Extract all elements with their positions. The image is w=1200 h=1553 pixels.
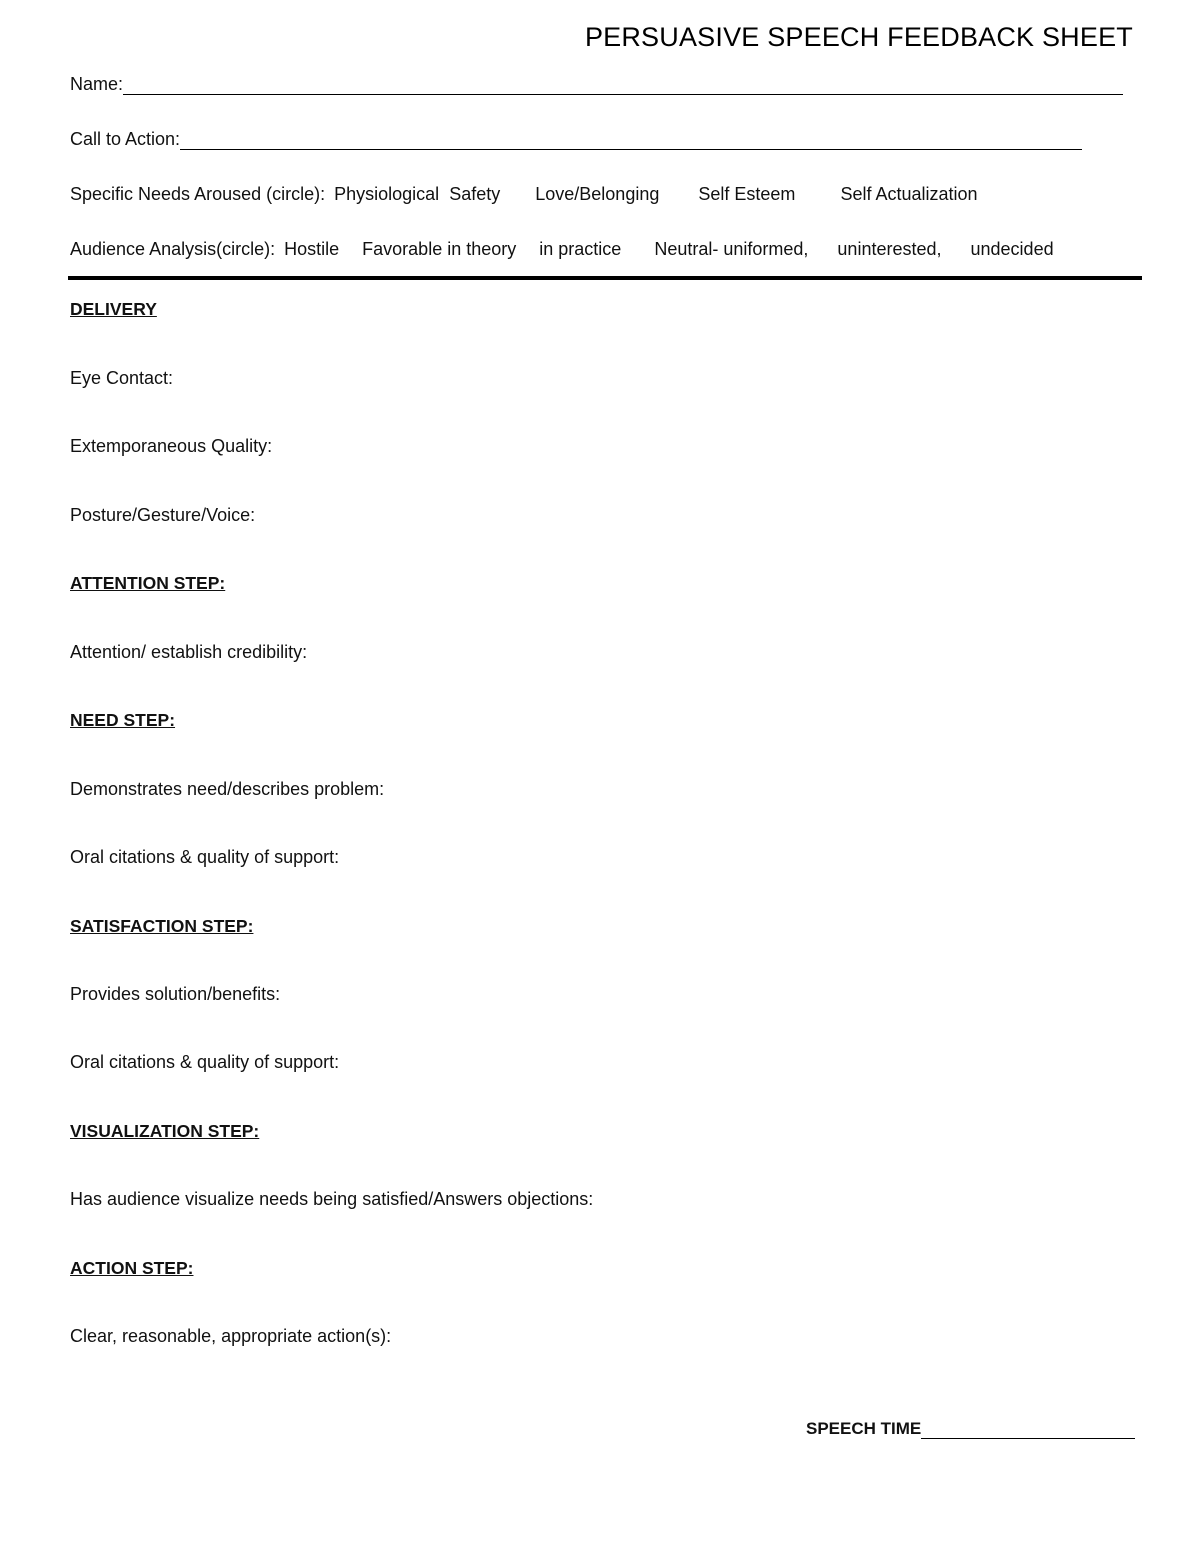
visualization-step-heading: VISUALIZATION STEP: xyxy=(70,1121,260,1141)
name-label: Name: xyxy=(70,74,124,94)
call-to-action-label: Call to Action: xyxy=(70,129,181,149)
audience-option-favorable-theory[interactable]: Favorable in theory xyxy=(362,239,517,259)
attention-step-heading: ATTENTION STEP: xyxy=(70,573,226,593)
needs-option-self-actualization[interactable]: Self Actualization xyxy=(840,184,978,204)
provides-solution-label: Provides solution/benefits: xyxy=(70,984,281,1004)
action-step-heading: ACTION STEP: xyxy=(70,1258,194,1278)
page-title: PERSUASIVE SPEECH FEEDBACK SHEET xyxy=(584,22,1133,52)
eye-contact-label: Eye Contact: xyxy=(70,368,174,388)
audience-option-hostile[interactable]: Hostile xyxy=(284,239,340,259)
speech-time-row xyxy=(806,1418,1135,1439)
speech-time-field[interactable] xyxy=(921,1418,1135,1439)
posture-gesture-voice-label: Posture/Gesture/Voice: xyxy=(70,505,256,525)
audience-label: Audience Analysis(circle): xyxy=(70,239,276,259)
audience-row xyxy=(70,239,1054,260)
name-field-row xyxy=(70,74,1123,95)
attention-credibility-label: Attention/ establish credibility: xyxy=(70,642,308,662)
needs-option-physiological[interactable]: Physiological xyxy=(334,184,440,204)
needs-option-safety[interactable]: Safety xyxy=(449,184,501,204)
needs-label: Specific Needs Aroused (circle): xyxy=(70,184,326,204)
call-to-action-row xyxy=(70,129,1082,150)
extemporaneous-quality-label: Extemporaneous Quality: xyxy=(70,436,273,456)
call-to-action-field[interactable] xyxy=(180,129,1082,150)
need-oral-citations-label: Oral citations & quality of support: xyxy=(70,847,340,867)
section-divider xyxy=(68,276,1142,280)
demonstrates-need-label: Demonstrates need/describes problem: xyxy=(70,779,385,799)
audience-option-neutral-uniformed[interactable]: Neutral- uniformed, xyxy=(654,239,809,259)
needs-option-self-esteem[interactable]: Self Esteem xyxy=(698,184,796,204)
needs-row xyxy=(70,184,978,205)
audience-option-undecided[interactable]: undecided xyxy=(970,239,1054,259)
need-step-heading: NEED STEP: xyxy=(70,710,176,730)
audience-option-favorable-practice[interactable]: in practice xyxy=(539,239,622,259)
satisfaction-oral-citations-label: Oral citations & quality of support: xyxy=(70,1052,340,1072)
clear-action-label: Clear, reasonable, appropriate action(s): xyxy=(70,1326,392,1346)
speech-time-label: SPEECH TIME xyxy=(806,1419,922,1438)
audience-option-uninterested[interactable]: uninterested, xyxy=(837,239,942,259)
satisfaction-step-heading: SATISFACTION STEP: xyxy=(70,916,254,936)
visualize-needs-label: Has audience visualize needs being satisfied/Answers objections: xyxy=(70,1189,594,1209)
delivery-heading: DELIVERY xyxy=(70,299,157,319)
name-field[interactable] xyxy=(123,74,1123,95)
needs-option-love-belonging[interactable]: Love/Belonging xyxy=(535,184,660,204)
